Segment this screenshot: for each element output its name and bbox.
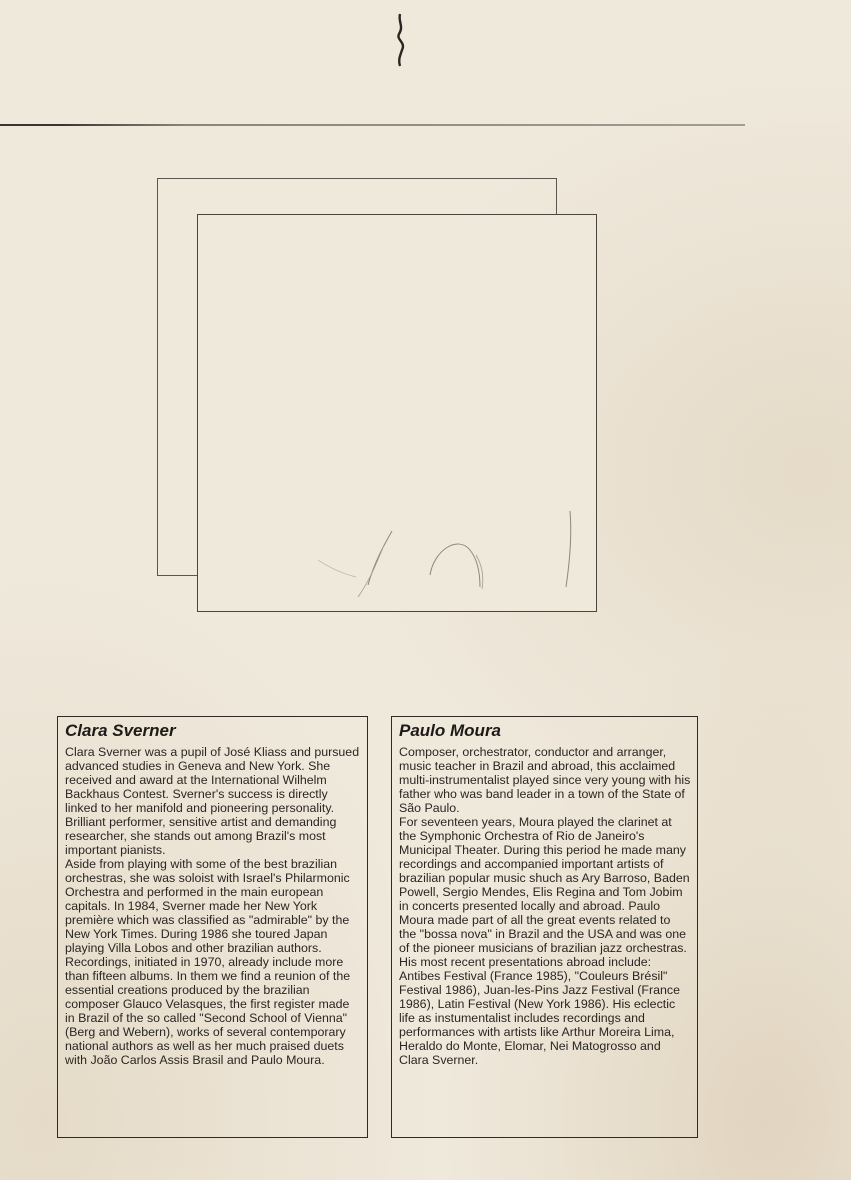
faint-sketch-icon <box>198 215 596 611</box>
clara-sverner-paragraph-1: Clara Sverner was a pupil of José Kliass and pursued advanced studies in Geneva and New York. She received and award at the International Wilhelm Backhaus Contest. Sverner's success is directly linked to her manifold and pioneering personality. Brilliant performer, sensitive artist and demanding researcher, she stands out among Brazil's most important pianists. <box>65 745 360 857</box>
clara-sverner-bio-text <box>65 745 361 1067</box>
paulo-moura-bio-box <box>391 716 698 1138</box>
clef-mark-icon <box>388 12 418 72</box>
top-divider-line <box>0 124 745 126</box>
paulo-moura-paragraph-3: His most recent presentations abroad include: Antibes Festival (France 1985), "Couleurs Brésil" Festival 1986), Juan-les-Pins Jazz Festival (France 1986), Latin Festival (New York 1986). His eclectic life as instumentalist includes recordings and performances with artists like Arthur Moreira Lima, Heraldo do Monte, Elomar, Nei Matogrosso and Clara Sverner. <box>399 955 680 1067</box>
paulo-moura-paragraph-2: For seventeen years, Moura played the clarinet at the Symphonic Orchestra of Rio de Janeiro's Municipal Theater. During this period he made many recordings and accompanied important artists of brazilian popular music shuch as Ary Barroso, Baden Powell, Sergio Mendes, Elis Regina and Tom Jobim in concerts presented locally and abroad. Paulo Moura made part of all the great events related to the "bossa nova" in Brazil and the USA and was one of the pioneer musicians of brazilian jazz orchestras. <box>399 815 690 955</box>
paulo-moura-paragraph-1: Composer, orchestrator, conductor and arranger, music teacher in Brazil and abroad, this acclaimed multi-instrumentalist played since very young with his father who was band leader in a town of the State of São Paulo. <box>399 745 691 815</box>
clara-sverner-title: Clara Sverner <box>65 721 176 740</box>
paulo-moura-title: Paulo Moura <box>399 721 502 740</box>
clara-sverner-paragraph-2: Aside from playing with some of the best brazilian orchestras, she was soloist with Israel's Philarmonic Orchestra and performed in the main european capitals. In 1984, Sverner made her New York première which was classified as "admirable" by the New York Times. During 1986 she toured Japan playing Villa Lobos and other brazilian authors. Recordings, initiated in 1970, already include more than fifteen albums. In them we find a reunion of the essential creations produced by the brazilian composer Glauco Velasques, the first register made in Brazil of the so called "Second School of Vienna" (Berg and Webern), works of several contemporary national authors as well as her much praised duets with João Carlos Assis Brasil and Paulo Moura. <box>65 857 351 1067</box>
front-photo-frame <box>197 214 597 612</box>
clara-sverner-bio-box <box>57 716 368 1138</box>
paulo-moura-bio-text <box>399 745 691 1067</box>
